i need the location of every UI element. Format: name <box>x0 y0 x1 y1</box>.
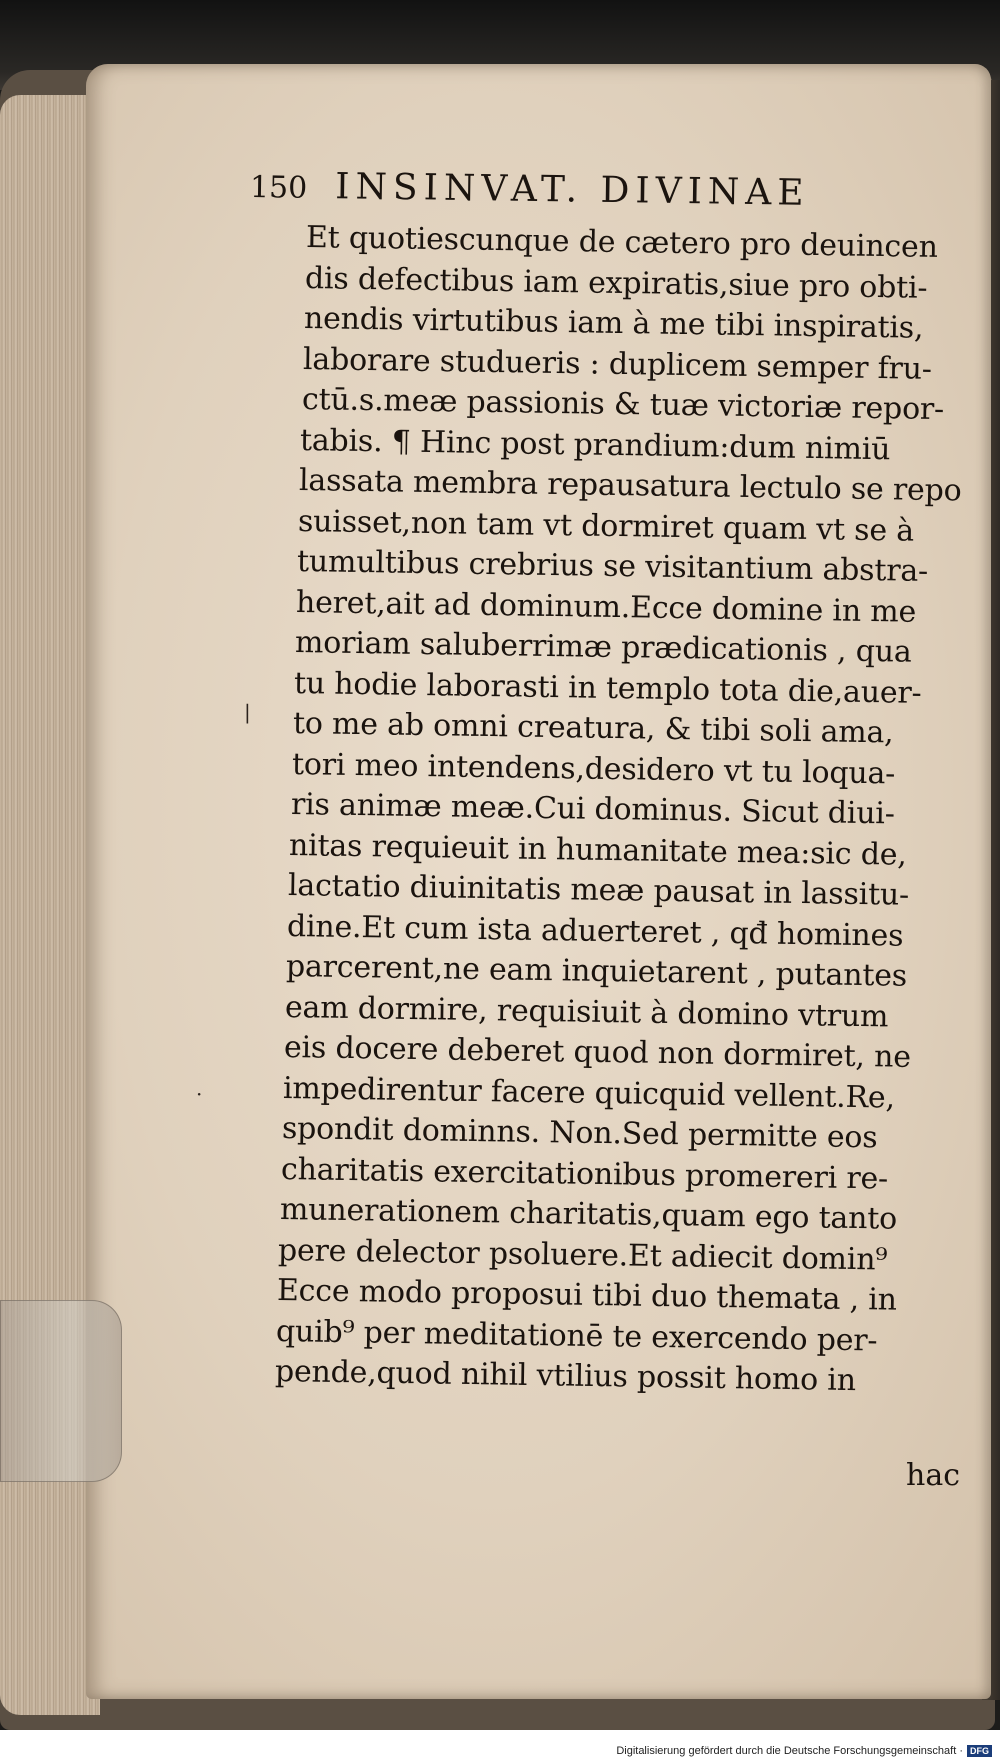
text-line: charitatis exercitationibus promereri re- <box>280 1151 889 1197</box>
text-line: tumultibus crebrius se visitantium abstra- <box>296 544 929 589</box>
text-line: pere delector psoluere.Et adiecit domin⁹ <box>277 1232 888 1278</box>
margin-mark: | <box>244 700 251 724</box>
body-text <box>274 218 966 1399</box>
page-clip <box>0 1300 122 1482</box>
text-line: eam dormire, requisiuit à domino vtrum <box>284 989 889 1034</box>
text-line: Et quotiescunque de cætero pro deuincen <box>305 220 939 265</box>
text-line: heret,ait ad dominum.Ecce domine in me <box>295 584 917 630</box>
running-title: INSINVAT. DIVINAE <box>334 166 810 214</box>
text-line: moriam saluberrimæ prædicationis , qua <box>294 625 912 670</box>
text-line: ris animæ meæ.Cui dominus. Sicut diui- <box>290 787 895 832</box>
text-line: laborare studueris : duplicem semper fru- <box>302 341 932 387</box>
text-line: ctū.s.meæ passionis & tuæ victoriæ repor- <box>301 382 945 428</box>
text-line: munerationem charitatis,quam ego tanto <box>279 1192 898 1237</box>
text-line: dine.Et cum ista aduerteret , qđ homines <box>286 908 904 954</box>
digitization-credit <box>616 1745 992 1757</box>
dfg-logo: DFG <box>967 1745 992 1757</box>
text-line: lactatio diuinitatis meæ pausat in lassitu- <box>287 868 910 913</box>
text-line: parcerent,ne eam inquietarent , putantes <box>285 949 908 994</box>
credit-text: Digitalisierung gefördert durch die Deutsche Forschungsgemeinschaft · <box>616 1745 963 1757</box>
text-line: eis docere deberet quod non dormiret, ne <box>283 1030 912 1075</box>
text-line: suisset,non tam vt dormiret quam vt se à <box>297 503 915 549</box>
text-line: nendis virtutibus iam à me tibi inspiratis, <box>303 301 924 346</box>
text-line: pende,quod nihil vtilius possit homo in <box>274 1354 857 1399</box>
catchword: hac <box>906 1458 961 1493</box>
text-line: lassata membra repausatura lectulo se repo <box>298 463 962 509</box>
margin-mark: · <box>196 1082 203 1106</box>
text-line: dis defectibus iam expiratis,siue pro obti- <box>304 260 928 306</box>
text-line: spondit dominns. Non.Sed permitte eos <box>281 1111 878 1156</box>
text-line: tu hodie laborasti in templo tota die,auer- <box>293 665 922 711</box>
text-line: to me ab omni creatura, & tibi soli ama, <box>292 706 894 751</box>
text-line: tori meo intendens,desidero vt tu loqua- <box>291 746 896 791</box>
page-number: 150 <box>249 170 308 206</box>
text-line: impedirentur facere quicquid vellent.Re, <box>282 1070 896 1116</box>
text-line: tabis. ¶ Hinc post prandium:dum nimiū <box>299 422 891 467</box>
text-line: nitas requieuit in humanitate mea:sic de, <box>288 827 907 873</box>
text-line: quib⁹ per meditationē te exercendo per- <box>275 1313 878 1358</box>
text-line: Ecce modo proposui tibi duo themata , in <box>276 1273 898 1318</box>
